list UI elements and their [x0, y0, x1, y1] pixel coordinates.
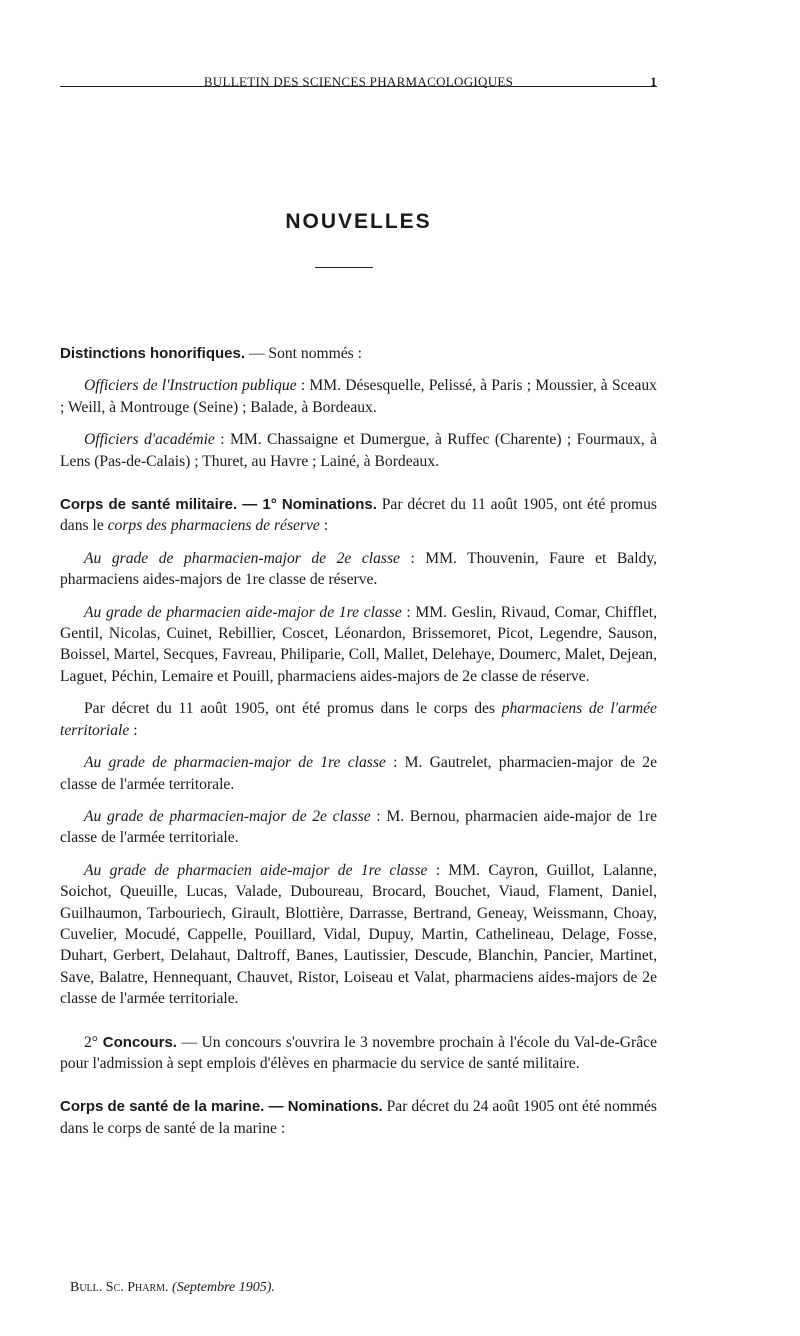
paragraph-italic: pharmaciens de l'armée territoriale: [60, 700, 657, 739]
grade-label: Officiers d'académie: [84, 431, 215, 449]
paragraph: [60, 548, 657, 591]
concours-number: 2°: [84, 1033, 99, 1051]
militaire-sub: — 1° Nominations.: [237, 496, 377, 514]
paragraph: [60, 806, 657, 849]
paragraph-text: : MM. Geslin, Rivaud, Comar, Chifflet, Gentil, Nicolas, Cuinet, Rebillier, Coscet, Léonardon, Brissemoret, Picot, Legendre, Sauson, Boissel, Martel, Secques, Favreau, Philiparie, Coll, Mallet, Delehaye, Doumerc, Malet, Dejean, Laguet, Péchin, Lemaire et Pouill, pharmaciens aides-majors de 2e classe de réserve.: [60, 603, 657, 685]
section-title: NOUVELLES: [285, 210, 432, 233]
marine-heading-para: [60, 1096, 657, 1139]
grade-label: Au grade de pharmacien-major de 2e classe: [84, 807, 371, 825]
paragraph-text: — Un concours s'ouvrira le 3 novembre prochain à l'école du Val-de-Grâce pour l'admission à sept emplois d'élèves en pharmacie du service de santé militaire.: [60, 1033, 658, 1072]
journal-title: BULLETIN DES SCIENCES PHARMACOLOGIQUES: [203, 74, 514, 89]
footer-date: (Septembre 1905).: [172, 1280, 275, 1295]
paragraph: [60, 429, 657, 472]
paragraph-text: :: [129, 721, 138, 739]
paragraph: [60, 752, 657, 795]
distinctions-heading-para: [60, 343, 657, 364]
marine-heading: Corps de santé de la marine.: [60, 1098, 265, 1116]
paragraph: [60, 698, 657, 741]
militaire-heading-para: [60, 494, 657, 537]
grade-label: Au grade de pharmacien-major de 1re classe: [84, 754, 386, 772]
concours-heading: Concours.: [98, 1033, 177, 1051]
running-head: [60, 60, 657, 87]
paragraph-text: : MM. Chassaigne et Dumergue, à Ruffec (Charente) ; Fourmaux, à Lens (Pas-de-Calais) ; Thuret, au Havre ; Lainé, à Bordeaux.: [60, 431, 657, 470]
paragraph-text: Par décret du 11 août 1905, ont été promus dans le: [60, 496, 657, 535]
paragraph-text: :: [319, 517, 329, 535]
paragraph-text: : MM. Désesquelle, Pelissé, à Paris ; Moussier, à Sceaux ; Weill, à Montrouge (Seine) ; Balade, à Bordeaux.: [60, 377, 657, 416]
footer-journal: Bull. Sc. Pharm.: [70, 1280, 169, 1295]
paragraph-text: : M. Bernou, pharmacien aide-major de 1re classe de l'armée territoriale.: [60, 807, 657, 847]
militaire-heading: Corps de santé militaire.: [60, 496, 238, 514]
paragraph-italic: corps des pharmaciens de réserve: [107, 517, 320, 535]
paragraph-text: : MM. Cayron, Guillot, Lalanne, Soichot, Queuille, Lucas, Valade, Duboureau, Brocard, Bouchet, Viaud, Flament, Daniel, Guilhaumon, Tarbouriech, Girault, Blottière, Darrasse, Bertrand, Geneay, Weissmann, Choay, Cuvelier, Mocudé, Cappelle, Pouillard, Vidal, Dupuy, Martin, Cathelineau, Delage, Fosse, Duhart, Gerbert, Delahaut, Daltroff, Banes, Lautissier, Descude, Blanchin, Pancier, Martinet, Save, Balatre, Hennequant, Chauvet, Ristor, Loiseau et Valat, pharmaciens aides-majors de 2e classe de l'armée territoriale.: [60, 861, 657, 1008]
grade-label: Officiers de l'Instruction publique: [84, 377, 297, 395]
distinctions-heading: Distinctions honorifiques.: [60, 345, 246, 362]
paragraph-text: Par décret du 11 août 1905, ont été promus dans le corps des: [84, 700, 502, 718]
paragraph-text: : M. Gautrelet, pharmacien-major de 2e classe de l'armée territorale.: [60, 754, 657, 793]
paragraph-text: : MM. Thouvenin, Faure et Baldy, pharmaciens aides-majors de 1re classe de réserve.: [60, 549, 657, 589]
page: [60, 60, 658, 1295]
paragraph: [60, 375, 657, 418]
grade-label: Au grade de pharmacien aide-major de 1re classe: [84, 861, 428, 879]
title-rule: [315, 267, 373, 268]
grade-label: Au grade de pharmacien aide-major de 1re classe: [84, 603, 402, 621]
footer-signature: [70, 1280, 275, 1296]
article-body: [60, 343, 657, 1150]
concours-para: [60, 1032, 657, 1075]
distinctions-intro: — Sont nommés :: [245, 345, 362, 362]
paragraph: [60, 860, 657, 1010]
paragraph: [60, 602, 657, 688]
marine-sub: — Nominations.: [264, 1098, 383, 1116]
paragraph-text: Par décret du 24 août 1905 ont été nommés dans le corps de santé de la marine :: [60, 1098, 657, 1137]
grade-label: Au grade de pharmacien-major de 2e classe: [84, 549, 400, 567]
page-number: 1: [650, 74, 657, 89]
